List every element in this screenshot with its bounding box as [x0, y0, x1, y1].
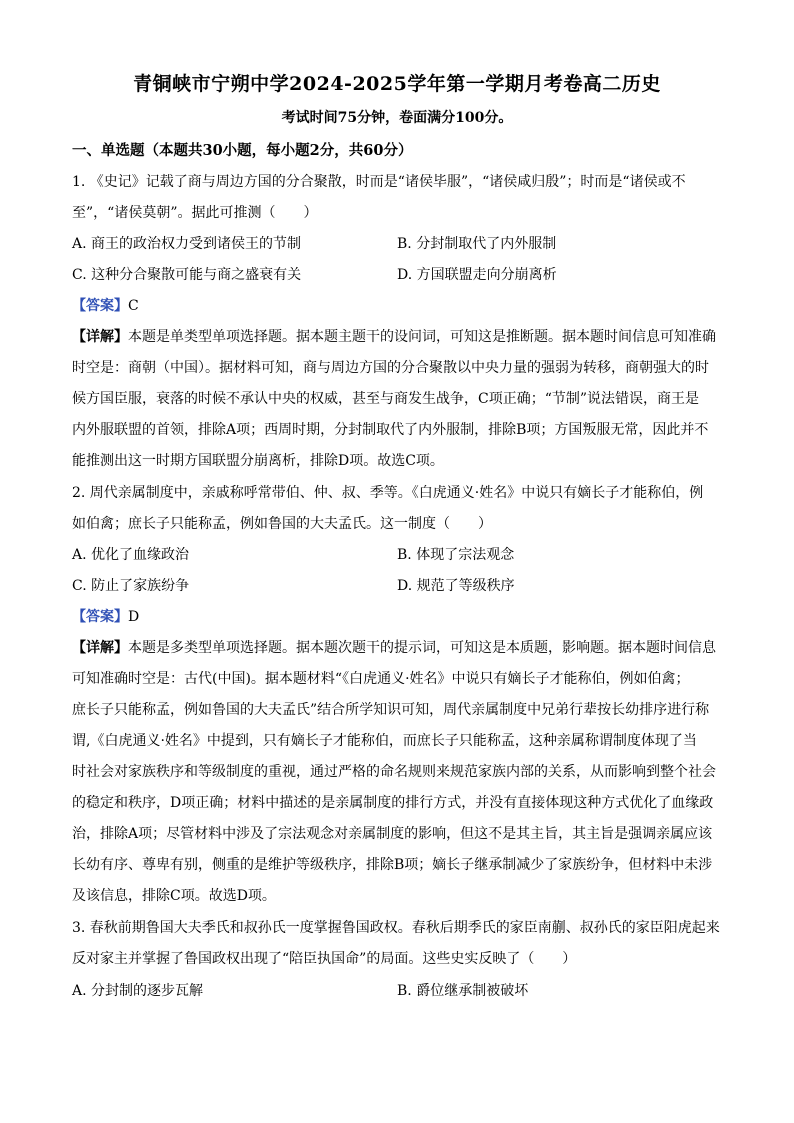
question-2-stem-line-2: 如伯禽；庶长子只能称孟，例如鲁国的大夫孟氏。这一制度（ ）: [72, 516, 492, 532]
question-2-option-a: A. 优化了血缘政治: [72, 547, 190, 563]
question-2-stem-line-1: 2. 周代亲属制度中，亲戚称呼常带伯、仲、叔、季等。《白虎通义·姓名》中说只有嫡长子才能称伯，例: [72, 485, 704, 501]
question-1-detail-line-1: 【详解】本题是单类型单项选择题。据本题主题干的设问词，可知这是推断题。据本题时间信息可知准确: [72, 329, 716, 345]
question-2-detail-line-2: 可知准确时空是：古代(中国)。据本题材料“《白虎通义·姓名》中说只有嫡长子才能称伯，例如伯禽；: [72, 671, 690, 687]
question-1-detail-line-2: 时空是：商朝（中国）。据材料可知，商与周边方国的分合聚散以中央力量的强弱为转移，商朝强大的时: [72, 360, 709, 376]
question-3-stem-line-2: 反对家主并掌握了鲁国政权出现了“陪臣执国命”的局面。这些史实反映了（ ）: [72, 951, 577, 967]
question-3-option-a: A. 分封制的逐步瓦解: [72, 983, 204, 999]
question-2-option-d: D. 规范了等级秩序: [397, 578, 515, 594]
detail-tag: 【详解】: [72, 640, 128, 656]
question-2-detail-line-5: 时社会对家族秩序和等级制度的重视，通过严格的命名规则来规范家族内部的关系，从而影响到整个社会: [72, 764, 716, 780]
question-1-detail-line-3: 候方国臣服，衰落的时候不承认中央的权威，甚至与商发生战争，C项正确；“节制”说法错误，商王是: [72, 391, 700, 407]
question-2-detail-line-7: 治，排除A项；尽管材料中涉及了宗法观念对亲属制度的影响，但这不是其主旨，其主旨是强调亲属应该: [72, 826, 713, 842]
question-1-detail-line-4: 内外服联盟的首领，排除A项；西周时期，分封制取代了内外服制，排除B项；方国叛服无常，因此并不: [72, 422, 709, 438]
answer-value: D: [128, 609, 140, 625]
answer-tag: 【答案】: [72, 298, 128, 314]
detail-tag: 【详解】: [72, 329, 128, 345]
question-2-answer: [72, 607, 139, 627]
question-1-answer: [72, 296, 139, 316]
question-1-option-d: D. 方国联盟走向分崩离析: [397, 267, 557, 283]
question-2-detail-line-1: 【详解】本题是多类型单项选择题。据本题次题干的提示词，可知这是本质题，影响题。据本题时间信息: [72, 640, 716, 656]
question-2-detail-line-3: 庶长子只能称孟，例如鲁国的大夫孟氏”结合所学知识可知，周代亲属制度中兄弟行辈按长幼排序进行称: [72, 702, 710, 718]
question-1-stem-line-2: 至”，“诸侯莫朝”。据此可推测（ ）: [72, 205, 318, 221]
question-1-detail-line-5: 能推测出这一时期方国联盟分崩离析，排除D项。故选C项。: [72, 453, 444, 469]
question-1-option-c: C. 这种分合聚散可能与商之盛衰有关: [72, 267, 302, 283]
question-3-stem-line-1: 3. 春秋前期鲁国大夫季氏和叔孙氏一度掌握鲁国政权。春秋后期季氏的家臣南蒯、叔孙氏的家臣阳虎起来: [72, 920, 720, 936]
exam-info: 考试时间75分钟，卷面满分100分。: [281, 110, 513, 126]
question-2-detail-line-9: 及该信息，排除C项。故选D项。: [72, 888, 276, 904]
question-2-detail-line-4: 谓,《白虎通义·姓名》中提到，只有嫡长子才能称伯，而庶长子只能称孟，这种亲属称谓制度体现了当: [72, 733, 697, 749]
question-2-option-b: B. 体现了宗法观念: [397, 547, 515, 563]
page-title: 青铜峡市宁朔中学2024-2025学年第一学期月考卷高二历史: [133, 73, 661, 95]
question-2-detail-line-8: 长幼有序、尊卑有别，侧重的是维护等级秩序，排除B项；嫡长子继承制减少了家族纷争，但材料中未涉: [72, 857, 713, 873]
answer-tag: 【答案】: [72, 609, 128, 625]
question-1-option-b: B. 分封制取代了内外服制: [397, 236, 557, 252]
answer-value: C: [128, 298, 139, 314]
question-1-stem-line-1: 1. 《史记》记载了商与周边方国的分合聚散，时而是“诸侯毕服”，“诸侯咸归殷”；时而是“诸侯或不: [72, 174, 686, 190]
question-1-option-a: A. 商王的政治权力受到诸侯王的节制: [72, 236, 302, 252]
question-2-detail-line-6: 的稳定和秩序，D项正确；材料中描述的是亲属制度的排行方式，并没有直接体现这种方式优化了血缘政: [72, 795, 714, 811]
section-heading: 一、单选题（本题共30小题，每小题2分，共60分）: [72, 142, 413, 159]
question-3-option-b: B. 爵位继承制被破坏: [397, 983, 529, 999]
question-2-option-c: C. 防止了家族纷争: [72, 578, 190, 594]
